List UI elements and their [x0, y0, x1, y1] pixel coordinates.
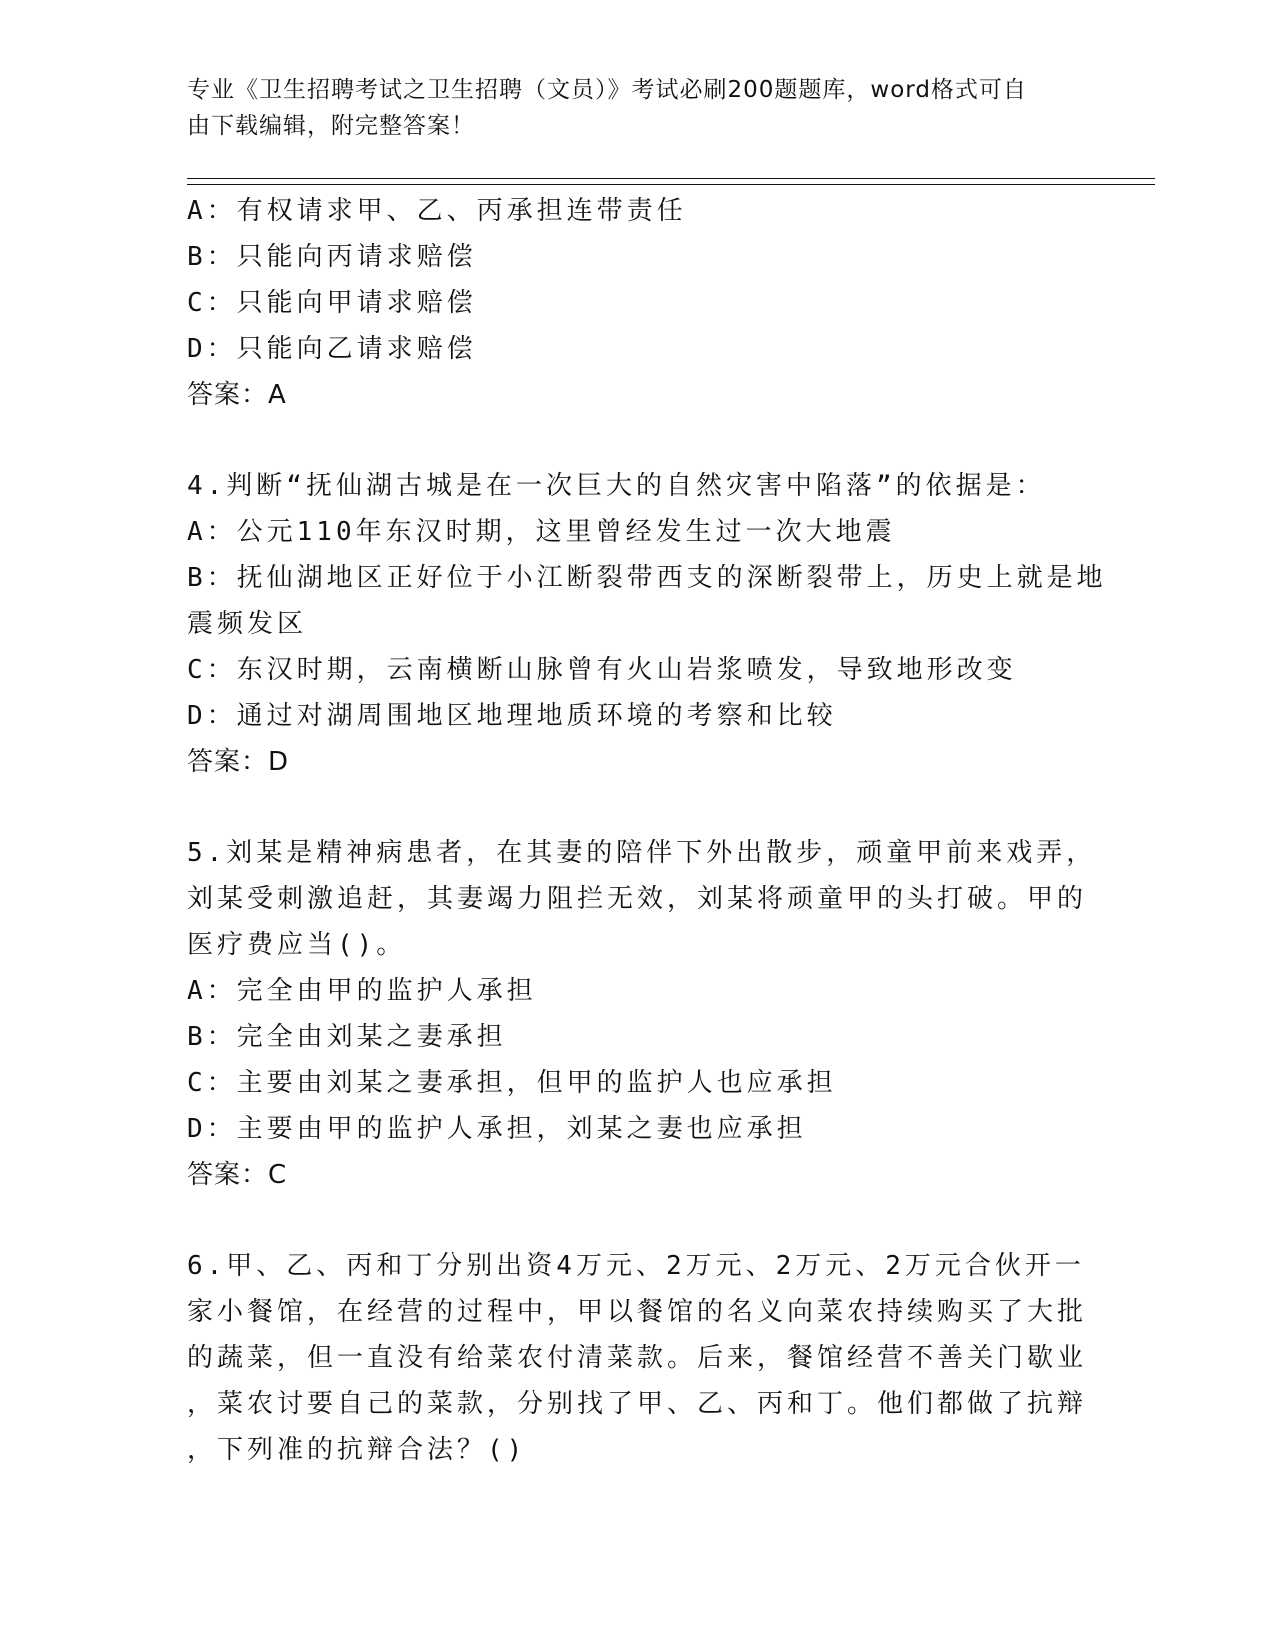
option-d: D：主要由甲的监护人承担，刘某之妻也应承担 [187, 1114, 807, 1144]
question-stem-line: 家小餐馆，在经营的过程中，甲以餐馆的名义向菜农持续购买了大批 [187, 1297, 1088, 1327]
question-4 [187, 463, 1107, 785]
option-a: A：完全由甲的监护人承担 [187, 976, 537, 1006]
answer: 答案：C [187, 1160, 288, 1190]
question-stem-line: 刘某受刺激追赶，其妻竭力阻拦无效，刘某将顽童甲的头打破。甲的 [187, 884, 1088, 914]
answer: 答案：D [187, 747, 290, 777]
option-b: B：抚仙湖地区正好位于小江断裂带西支的深断裂带上，历史上就是地 [187, 563, 1107, 593]
spacer [187, 785, 1087, 830]
option-b-continued: 震频发区 [187, 609, 308, 639]
option-a: A：公元110年东汉时期，这里曾经发生过一次大地震 [187, 517, 896, 547]
question-stem-line: 的蔬菜，但一直没有给菜农付清菜款。后来，餐馆经营不善关门歇业 [187, 1343, 1088, 1373]
option-b: B：只能向丙请求赔偿 [187, 242, 477, 272]
option-b: B：完全由刘某之妻承担 [187, 1022, 507, 1052]
question-stem-line: 5.刘某是精神病患者，在其妻的陪伴下外出散步，顽童甲前来戏弄， [187, 838, 1097, 868]
question-stem-line: 6.甲、乙、丙和丁分别出资4万元、2万元、2万元、2万元合伙开一 [187, 1251, 1085, 1281]
option-d: D：通过对湖周围地区地理地质环境的考察和比较 [187, 701, 837, 731]
header-line-2: 由下载编辑，附完整答案！ [187, 113, 475, 139]
header-line-1: 专业《卫生招聘考试之卫生招聘（文员）》考试必刷200题题库，word格式可自 [187, 77, 1027, 103]
question-stem-line: 医疗费应当()。 [187, 930, 407, 960]
document-header [187, 72, 1067, 144]
option-c: C：主要由刘某之妻承担，但甲的监护人也应承担 [187, 1068, 837, 1098]
question-list [187, 188, 1107, 1473]
question-stem-line: ，下列准的抗辩合法？() [187, 1435, 527, 1465]
option-a: A：有权请求甲、乙、丙承担连带责任 [187, 196, 687, 226]
header-divider-top [187, 178, 1155, 179]
option-d: D：只能向乙请求赔偿 [187, 334, 477, 364]
header-divider-bottom [187, 184, 1155, 185]
option-c: C：东汉时期，云南横断山脉曾有火山岩浆喷发，导致地形改变 [187, 655, 1017, 685]
spacer [187, 418, 1087, 463]
option-c: C：只能向甲请求赔偿 [187, 288, 477, 318]
question-6 [187, 1243, 1087, 1473]
question-3 [187, 188, 1087, 418]
question-stem: 4.判断“抚仙湖古城是在一次巨大的自然灾害中陷落”的依据是： [187, 471, 1046, 501]
question-stem-line: ，菜农讨要自己的菜款，分别找了甲、乙、丙和丁。他们都做了抗辩 [187, 1389, 1088, 1419]
spacer [187, 1198, 1087, 1243]
question-5 [187, 830, 1097, 1198]
answer: 答案：A [187, 380, 287, 410]
